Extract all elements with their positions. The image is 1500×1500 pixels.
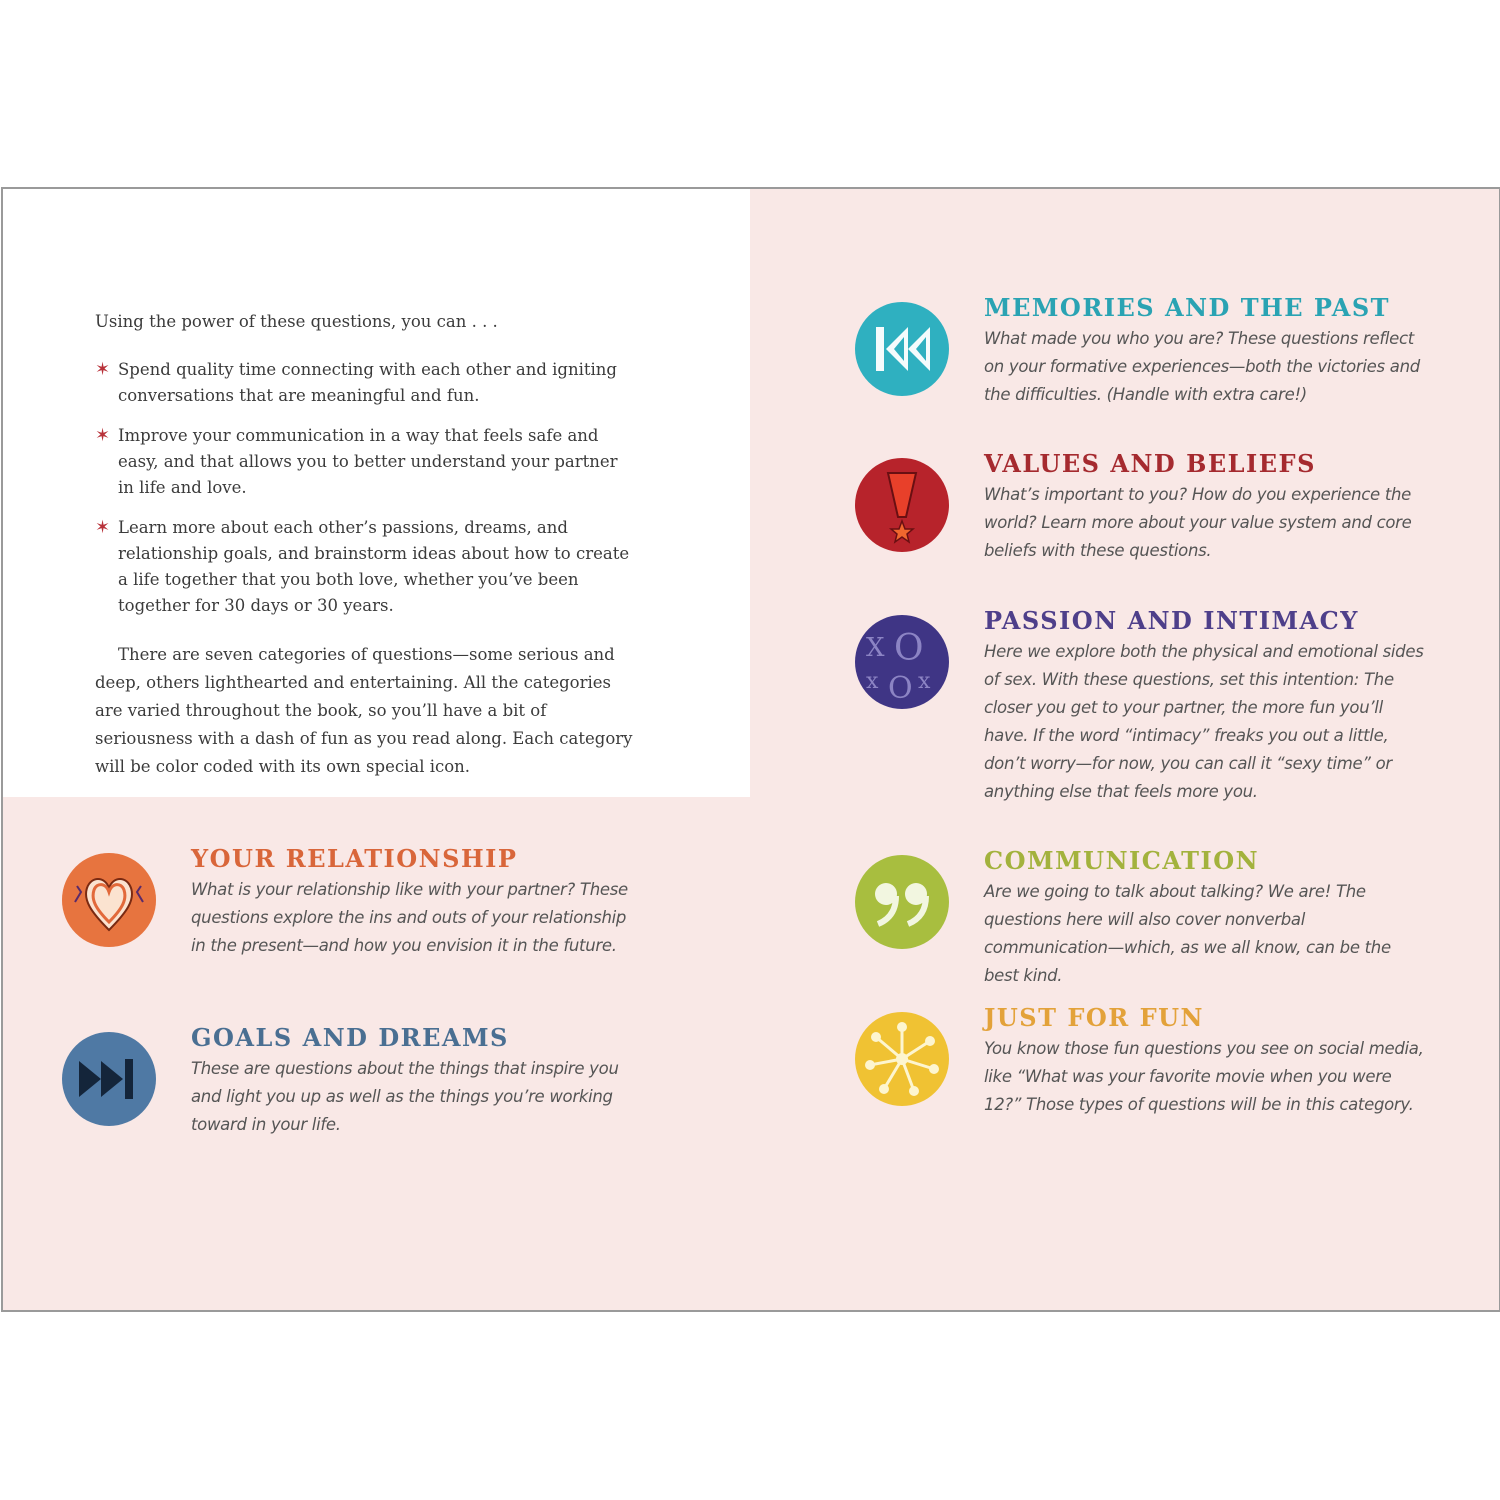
category-title: JUST FOR FUN — [984, 1003, 1204, 1032]
intro-text — [95, 309, 635, 781]
star-bullet-icon: ✶ — [95, 425, 111, 446]
category-description: What made you who you are? These questions reflect on your formative experiences—both the victories and the difficulties. (Handle with extra care!) — [984, 329, 1420, 404]
star-bullet-icon: ✶ — [95, 517, 111, 538]
fast-forward-icon — [61, 1031, 157, 1127]
exclamation-star-icon — [854, 457, 950, 553]
benefit-item: ✶ Learn more about each other’s passions, dreams, and relationship goals, and brainstorm ideas about how to create a life together that you both love, whether you’ve been together for 30 days or 30 years. — [95, 517, 630, 615]
heart-icon — [61, 852, 157, 948]
intro-closing: There are seven categories of questions—some serious and deep, others lighthearted and entertaining. All the categories are varied throughout the book, so you’ll have a bit of seriousness with a dash of fun as you read along. Each category will be color coded with its own special icon. — [95, 645, 633, 776]
xoxo-icon — [854, 614, 950, 710]
category-description: Are we going to talk about talking? We are! The questions here will also cover nonverbal communication—which, as we all know, can be the best kind. — [984, 882, 1391, 985]
benefit-item: ✶ Spend quality time connecting with each other and igniting conversations that are meaningful and fun. — [95, 359, 617, 405]
category-description: You know those fun questions you see on social media, like “What was your favorite movie when you were 12?” Those types of questions will be in this category. — [984, 1039, 1424, 1114]
benefit-item: ✶ Improve your communication in a way that feels safe and easy, and that allows you to better understand your partner in life and love. — [95, 425, 618, 497]
svg-text:x: x — [918, 669, 931, 694]
quote-marks-icon — [854, 854, 950, 950]
category-description: What is your relationship like with your partner? These questions explore the ins and outs of your relationship in the present—and how you envision it in the future. — [191, 880, 628, 955]
category-title: COMMUNICATION — [984, 846, 1260, 875]
category-description: What’s important to you? How do you experience the world? Learn more about your value system and core beliefs with these questions. — [984, 485, 1412, 560]
svg-text:x: x — [866, 669, 879, 694]
category-title: MEMORIES AND THE PAST — [984, 293, 1391, 322]
intro-panel — [3, 189, 750, 797]
category-description: Here we explore both the physical and emotional sides of sex. With these questions, set this intention: The closer you get to your partner, the more fun you’ll have. If the word “intimacy” freaks you out a little, don’t worry—for now, you can call it “sexy time” or anything else that feels more you. — [984, 642, 1424, 801]
star-bullet-icon: ✶ — [95, 359, 111, 380]
category-title: PASSION AND INTIMACY — [984, 606, 1359, 635]
book-spread — [1, 187, 1500, 1312]
svg-text:X: X — [866, 633, 885, 663]
benefit-list — [95, 357, 635, 619]
intro-lead: Using the power of these questions, you can . . . — [95, 312, 498, 331]
svg-text:O: O — [888, 671, 913, 706]
category-title: VALUES AND BELIEFS — [984, 449, 1316, 478]
starburst-icon — [854, 1011, 950, 1107]
svg-text:O: O — [894, 628, 924, 669]
category-description: These are questions about the things that inspire you and light you up as well as the things you’re working toward in your life. — [191, 1059, 619, 1134]
category-title: GOALS AND DREAMS — [191, 1023, 509, 1052]
category-title: YOUR RELATIONSHIP — [191, 844, 518, 873]
rewind-icon — [854, 301, 950, 397]
